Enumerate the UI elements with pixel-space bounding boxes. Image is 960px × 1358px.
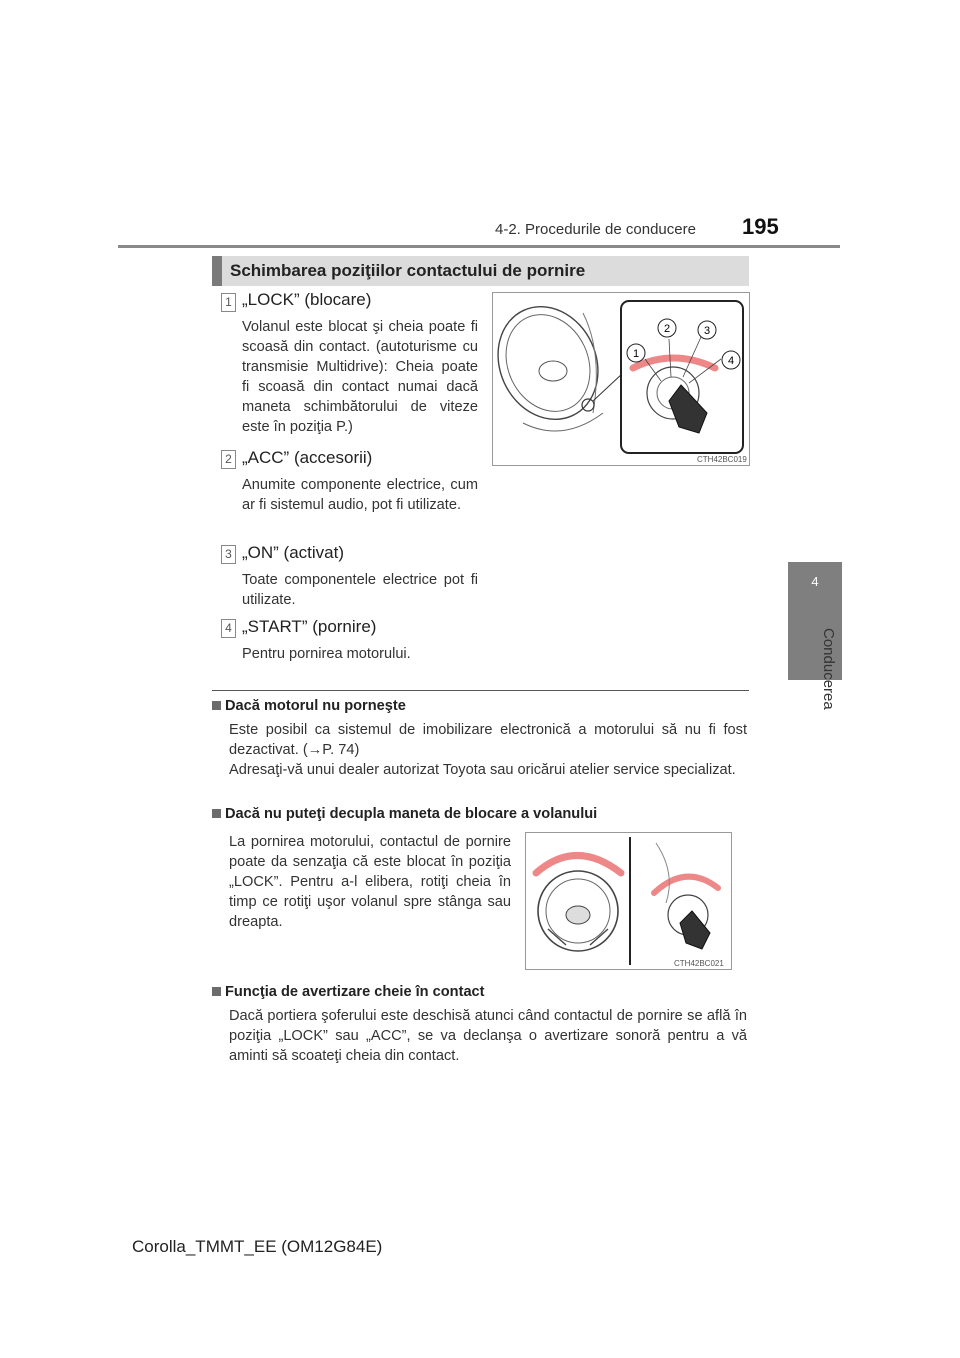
figure-code: CTH42BC019 [697,455,747,464]
note-body: Adresaţi-vă unui dealer autorizat Toyota sau oricărui atelier service specializat. [229,762,736,778]
callout-2: 2 [663,323,671,335]
header-divider [118,245,840,248]
item-body: Toate componentele electrice pot fi utilizate. [242,572,478,608]
item-number-badge: 4 [221,619,236,638]
note-body: Este posibil ca sistemul de imobilizare electronică a motorului să nu fi fost dezactivat. (→P. 74) [229,722,747,758]
note-body: La pornirea motorului, contactul de pornire poate da senzaţia că este blocat în poziţia „LOCK”. Pentru a-l elibera, rotiţi cheia în timp ce rotiţi uşor volanul spre stânga sau dreapta. [229,834,511,930]
chapter-tab-number: 4 [811,574,819,589]
note-body: Dacă portiera şoferului este deschisă atunci când contactul de pornire se află în poziţia „LOCK” sau „ACC”, se va declanşa o avertizare sonoră pentru a vă aminti să scoateţi cheia din contact. [229,1008,747,1064]
notes-divider [212,690,749,691]
item-number-badge: 3 [221,545,236,564]
figure-code: CTH42BC021 [674,959,724,968]
square-bullet-icon [212,809,221,818]
note-heading: Funcţia de avertizare cheie în contact [212,984,485,1000]
note-heading: Dacă nu puteţi decupla maneta de blocare a volanului [212,806,597,822]
item-body: Pentru pornirea motorului. [242,646,411,662]
steering-unlock-illustration [525,832,732,970]
item-title: „LOCK” (blocare) [242,290,372,309]
square-bullet-icon [212,987,221,996]
item-title: „ON” (activat) [242,543,344,562]
item-title: „ACC” (accesorii) [242,448,373,467]
item-number-badge: 1 [221,293,236,312]
callout-3: 3 [703,325,711,337]
callout-4: 4 [727,355,735,367]
item-body: Volanul este blocat şi cheia poate fi scoasă din contact. (autoturisme cu transmisie Multidrive): Cheia poate fi scoasă din contact numai dacă maneta schimbătorului de viteze este în poziţia P.) [242,319,478,435]
footer-document-code: Corolla_TMMT_EE (OM12G84E) [132,1237,383,1256]
item-title: „START” (pornire) [242,617,377,636]
item-number-badge: 2 [221,450,236,469]
callout-1: 1 [632,348,640,360]
item-body: Anumite componente electrice, cum ar fi sistemul audio, pot fi utilizate. [242,477,478,513]
ignition-illustration [492,292,750,466]
square-bullet-icon [212,701,221,710]
note-heading: Dacă motorul nu porneşte [212,698,406,714]
steering-drawing [526,833,731,969]
chapter-tab-label: Conducerea [820,628,837,710]
topic-heading: Schimbarea poziţiilor contactului de pornire [212,256,749,286]
section-title: 4-2. Procedurile de conducere [495,221,696,238]
ignition-drawing [493,293,749,465]
page-number: 195 [742,214,779,239]
